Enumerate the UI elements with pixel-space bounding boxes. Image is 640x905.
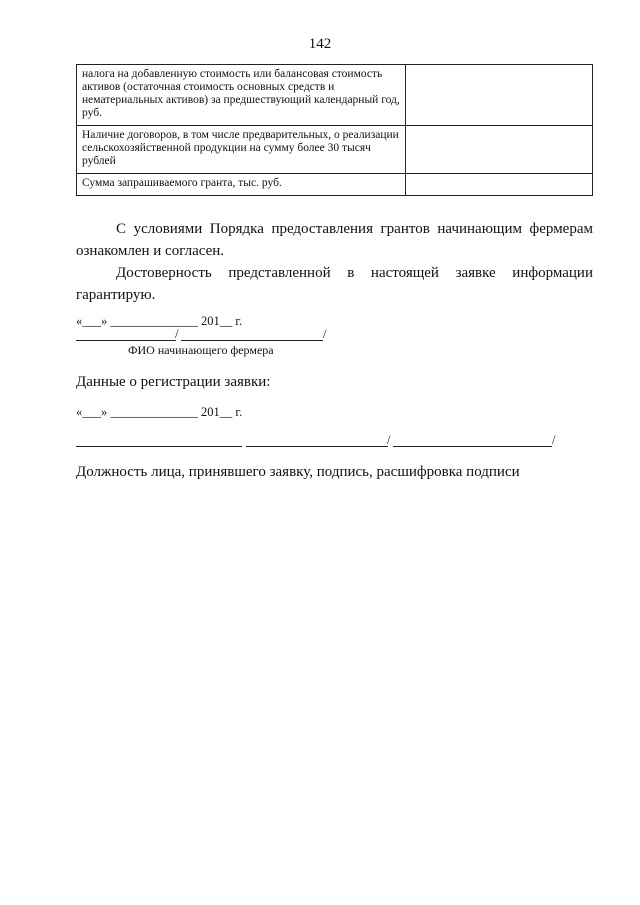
registration-date-line: «___» ______________ 201__ г. [76,405,243,419]
registrar-name-line [393,446,552,447]
accuracy-paragraph: Достоверность представленной в настоящей заявке информации гарантирую. [76,265,593,303]
position-line [76,446,242,447]
registration-slash-end: / [552,433,556,447]
registration-slash: / [387,433,391,447]
applicant-slash: / [175,327,179,341]
table-row [77,126,593,174]
applicant-date-line: «___» ______________ 201__ г. [76,314,243,328]
consent-paragraph: С условиями Порядка предоставления грантов начинающим фермерам ознакомлен и согласен. [76,221,593,259]
table-cell-value[interactable] [406,65,593,126]
table-cell-value[interactable] [406,174,593,196]
applicant-name-caption: ФИО начинающего фермера [128,343,274,357]
registration-heading: Данные о регистрации заявки: [76,374,271,390]
applicant-signature-line [76,340,176,341]
registrar-signature-line [246,446,388,447]
table-row [77,174,593,196]
table-row [77,65,593,126]
table-cell-label: Наличие договоров, в том числе предварительных, о реализации сельскохозяйственной продукции на сумму более 30 тысяч рублей [77,126,406,174]
registration-caption: Должность лица, принявшего заявку, подпись, расшифровка подписи [76,464,520,480]
page-number: 142 [308,36,332,52]
applicant-slash-end: / [323,327,327,341]
applicant-name-line [181,340,323,341]
table-cell-label: Сумма запрашиваемого гранта, тыс. руб. [77,174,406,196]
info-table [76,64,593,196]
table-cell-label: налога на добавленную стоимость или балансовая стоимость активов (остаточная стоимость основных средств и нематериальных активов) за предшествующий календарный год, руб. [77,65,406,126]
table-cell-value[interactable] [406,126,593,174]
